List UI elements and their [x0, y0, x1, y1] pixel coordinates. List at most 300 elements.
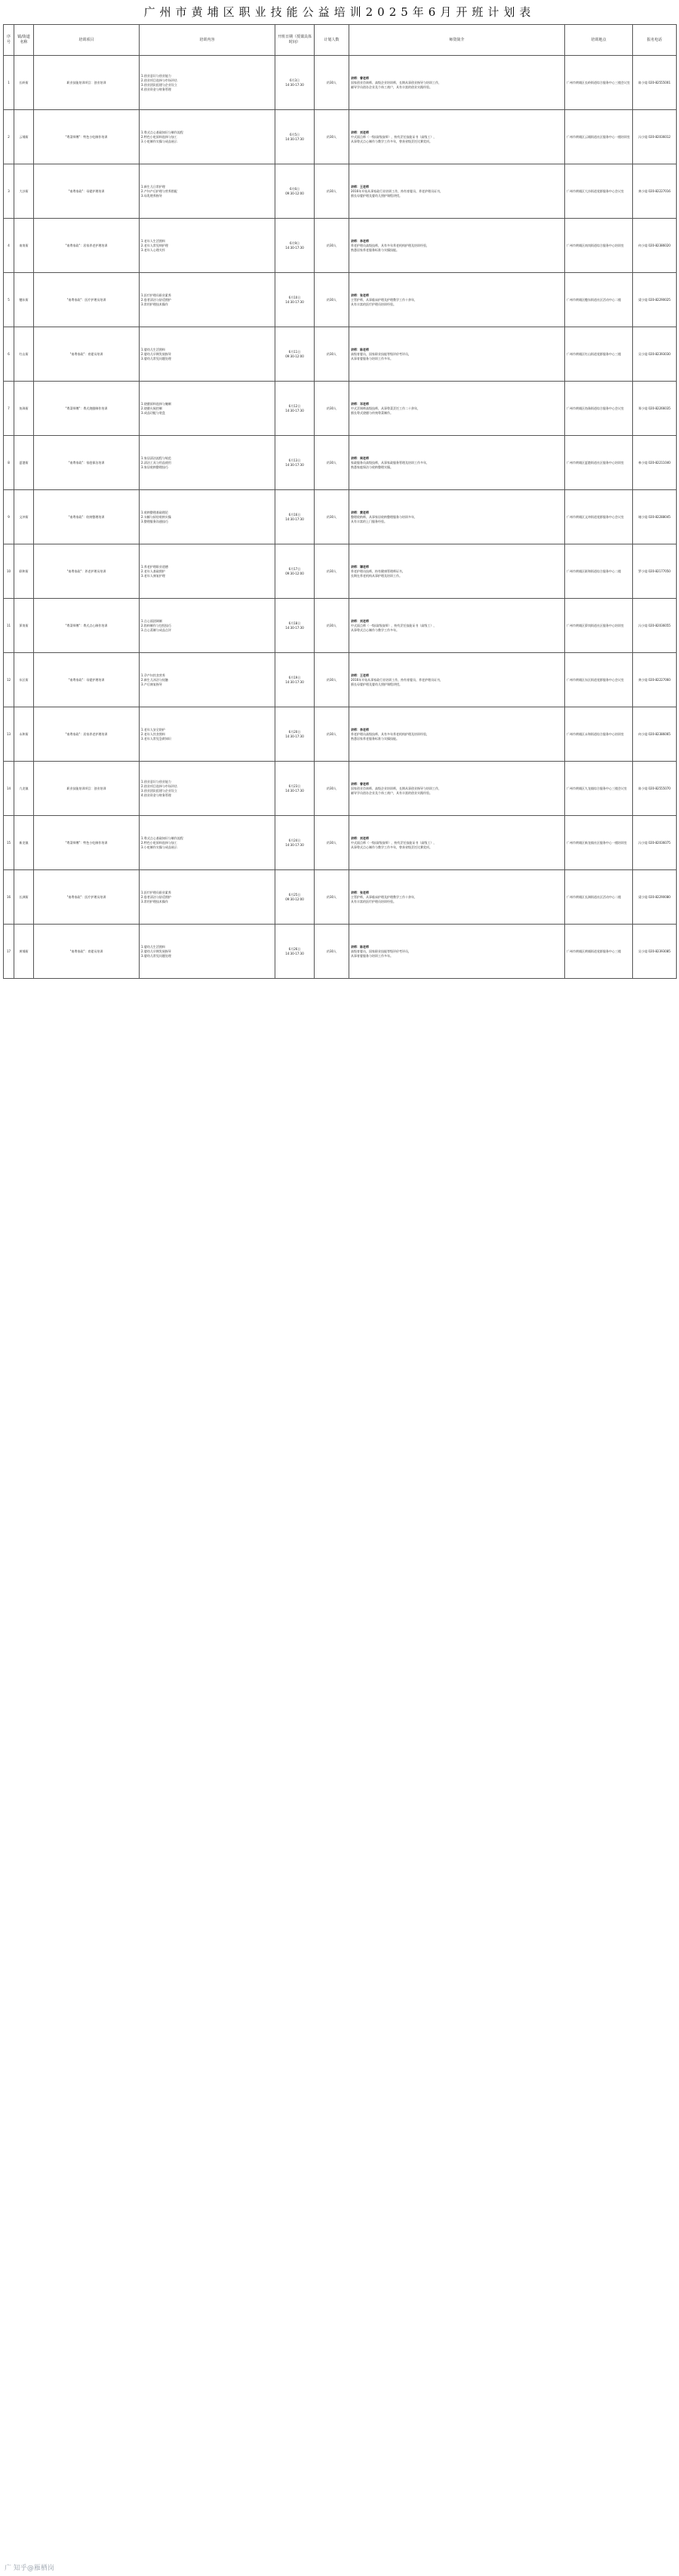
row-count: 约30人 — [315, 816, 349, 870]
content-line: 2.患者清洁与舒适照护 — [141, 297, 171, 302]
table-header-row — [4, 25, 677, 56]
row-org: 长岭街 — [14, 56, 34, 110]
content-line: 3.老年人康复护理 — [141, 573, 165, 578]
row-teacher — [349, 436, 565, 490]
row-project: "南粤家政"：居家养老护理培训 — [34, 219, 140, 273]
content-line: 3.成品切配与装盘 — [141, 410, 165, 415]
row-count: 约30人 — [315, 110, 349, 164]
content-line: 2.老年人常见病护理 — [141, 243, 168, 247]
content-line: 1.医疗护理员职业素养 — [141, 293, 171, 297]
row-phone: 罗小姐 020-82177050 — [633, 544, 677, 599]
row-content — [140, 490, 275, 544]
table-row — [4, 436, 677, 490]
row-phone: 郑小姐 020-82266035 — [633, 382, 677, 436]
row-location: 广州市黄埔区萝岗街道社区服务中心培训室 — [565, 599, 633, 653]
content-line: 2.老年人基础照护 — [141, 569, 165, 573]
content-line: 2.特色小吃原料选择与加工 — [141, 840, 177, 845]
header-teacher: 师资简介 — [349, 25, 565, 56]
teacher-line: 擅长母婴护理及婴幼儿照护课程讲授。 — [351, 193, 402, 198]
plan-table — [3, 24, 677, 979]
content-line: 2.清洁工具与用品使用 — [141, 460, 171, 465]
content-line: 4.创业资金与财务管理 — [141, 87, 171, 91]
teacher-line: 从事育婴服务与培训工作多年。 — [351, 356, 393, 360]
row-org: 云埔街 — [14, 110, 34, 164]
row-project: "南粤家政"：养老护理员培训 — [34, 544, 140, 599]
row-content — [140, 707, 275, 762]
teacher-line: 具有丰富的医疗护理员培训经验。 — [351, 302, 396, 306]
header-contact: 报名电话 — [633, 25, 677, 56]
row-content — [140, 327, 275, 382]
row-org: 九龙镇 — [14, 762, 34, 816]
header-org: 镇/街道名称 — [14, 25, 34, 56]
content-line: 1.老年人生活照料 — [141, 238, 165, 243]
time-line: 14:30-17:30 — [285, 734, 304, 738]
time-line: 6月24日 — [288, 838, 301, 842]
content-line: 1.养老护理职业道德 — [141, 564, 168, 569]
table-row — [4, 56, 677, 110]
content-line: 1.新生儿日常护理 — [141, 184, 165, 189]
row-location: 广州市黄埔区南岗街道综合服务中心培训室 — [565, 219, 633, 273]
row-time — [275, 273, 315, 327]
row-count: 约30人 — [315, 219, 349, 273]
table-row — [4, 544, 677, 599]
row-count: 约30人 — [315, 925, 349, 979]
time-line: 6月5日 — [289, 132, 300, 136]
time-line: 6月16日 — [288, 512, 301, 517]
row-project: "南粤家政"：医疗护理员培训 — [34, 870, 140, 925]
time-line: 14:30-17:30 — [285, 788, 304, 793]
watermark-text: 广 知乎@雁栖岗 — [2, 2562, 57, 2574]
row-org: 夏港街 — [14, 436, 34, 490]
row-count: 约30人 — [315, 544, 349, 599]
time-line: 14:30-17:30 — [285, 625, 304, 630]
header-index: 序号 — [4, 25, 14, 56]
row-project: "南粤家政"：家庭保洁培训 — [34, 436, 140, 490]
teacher-line: 讲师：陈老师 — [351, 347, 369, 351]
row-index: 8 — [4, 436, 14, 490]
time-line: 14:30-17:30 — [285, 82, 304, 87]
teacher-line: 从事粤式点心制作与教学工作多年，曾获省级烹饪比赛奖项。 — [351, 139, 432, 143]
time-line: 14:30-17:30 — [285, 299, 304, 304]
row-content — [140, 219, 275, 273]
teacher-line: 高级育婴员，国家职业技能等级评价考评员， — [351, 351, 411, 356]
content-line: 2.产妇产后护理与营养搭配 — [141, 189, 177, 193]
row-content — [140, 544, 275, 599]
row-org: 鱼珠街 — [14, 382, 34, 436]
content-line: 1.医疗护理员职业素养 — [141, 890, 171, 894]
content-line: 1.创业意识与创业能力 — [141, 73, 171, 78]
row-time — [275, 382, 315, 436]
content-line: 3.母乳喂养指导 — [141, 193, 162, 198]
row-content — [140, 925, 275, 979]
content-line: 3.婴幼儿常见问题处理 — [141, 953, 171, 958]
row-project: "南粤家政"：育婴员培训 — [34, 327, 140, 382]
row-location: 广州市黄埔区穗东街道社区活动中心二楼 — [565, 273, 633, 327]
row-location: 广州市黄埔区长洲街道社区活动中心二楼 — [565, 870, 633, 925]
header-location: 培训地点 — [565, 25, 633, 56]
row-teacher — [349, 816, 565, 870]
content-line: 3.常用护理技术操作 — [141, 899, 168, 903]
row-count: 约30人 — [315, 762, 349, 816]
time-line: 6月6日 — [289, 186, 300, 191]
teacher-line: 辅导学员创办企业及个体工商户，具有丰富的创业实践经验。 — [351, 84, 432, 89]
content-line: 1.孕产妇饮食营养 — [141, 673, 165, 677]
row-location: 广州市黄埔区夏港街道社区服务中心培训室 — [565, 436, 633, 490]
content-line: 1.家居清洁流程与规范 — [141, 455, 171, 460]
row-phone: 林小姐 020-82211040 — [633, 436, 677, 490]
row-content — [140, 56, 275, 110]
teacher-line: 讲师：谭老师 — [351, 564, 369, 569]
row-phone: 谢小姐 020-82288045 — [633, 490, 677, 544]
row-index: 16 — [4, 870, 14, 925]
teacher-line: 讲师：张老师 — [351, 890, 369, 894]
row-count: 约30人 — [315, 707, 349, 762]
row-org: 长洲街 — [14, 870, 34, 925]
time-line: 14:30-17:30 — [285, 517, 304, 521]
row-project: "南粤家政"：母婴护理培训 — [34, 164, 140, 219]
table-row — [4, 762, 677, 816]
row-phone: 黄小姐 020-82227016 — [633, 164, 677, 219]
content-line: 3.小吃制作实操与成品展示 — [141, 845, 177, 849]
content-line: 3.点心蒸制与成品点评 — [141, 627, 171, 632]
row-phone: 陈小姐 020-82555001 — [633, 56, 677, 110]
teacher-line: 国家创业咨询师、高级企业培训师，长期从事创业指导与培训工作， — [351, 786, 441, 790]
time-line: 6月20日 — [288, 729, 301, 734]
row-phone: 何小姐 020-82386065 — [633, 707, 677, 762]
teacher-line: 具有丰富的医疗护理员培训经验。 — [351, 899, 396, 903]
table-row — [4, 164, 677, 219]
row-time — [275, 925, 315, 979]
row-project: "粤菜师傅"：粤式点心制作培训 — [34, 599, 140, 653]
row-location: 广州市黄埔区文冲街道党群服务中心会议室 — [565, 490, 633, 544]
row-content — [140, 164, 275, 219]
content-line: 2.新生儿沐浴与抚触 — [141, 677, 168, 682]
row-teacher — [349, 490, 565, 544]
content-line: 3.家居收纳整理技巧 — [141, 465, 168, 469]
teacher-line: 从事粤式点心制作与教学工作多年。 — [351, 627, 399, 632]
row-index: 9 — [4, 490, 14, 544]
row-org: 穗东街 — [14, 273, 34, 327]
row-location: 广州市黄埔区九龙镇综合服务中心三楼会议室 — [565, 762, 633, 816]
content-line: 3.常用护理技术操作 — [141, 302, 168, 306]
content-line: 2.创业项目选择与市场评估 — [141, 78, 177, 82]
table-row — [4, 219, 677, 273]
row-project: "粤菜师傅"：粤式烧腊制作培训 — [34, 382, 140, 436]
time-line: 6月13日 — [288, 458, 301, 462]
table-row — [4, 925, 677, 979]
row-phone: 吴小姐 020-82393085 — [633, 925, 677, 979]
row-index: 5 — [4, 273, 14, 327]
row-teacher — [349, 762, 565, 816]
row-teacher — [349, 544, 565, 599]
time-line: 09:30-12:00 — [285, 354, 304, 358]
row-phone: 吴小姐 020-82393030 — [633, 327, 677, 382]
row-teacher — [349, 164, 565, 219]
row-count: 约30人 — [315, 870, 349, 925]
row-count: 约30人 — [315, 653, 349, 707]
table-row — [4, 653, 677, 707]
time-line: 6月9日 — [289, 241, 300, 245]
time-line: 6月25日 — [288, 892, 301, 897]
content-line: 2.创业项目选择与市场评估 — [141, 784, 177, 788]
row-project: 职业技能培训项目：创业培训 — [34, 762, 140, 816]
teacher-line: 长期在养老机构从事护理及培训工作。 — [351, 573, 402, 578]
time-line: 09:30-12:00 — [285, 571, 304, 575]
row-location: 广州市黄埔区鱼珠街道综合服务中心会议室 — [565, 382, 633, 436]
row-project: "南粤家政"：母婴护理培训 — [34, 653, 140, 707]
teacher-line: 从事粤式点心制作与教学工作多年，曾获省级烹饪比赛奖项。 — [351, 845, 432, 849]
time-line: 6月12日 — [288, 403, 301, 408]
row-time — [275, 707, 315, 762]
row-teacher — [349, 110, 565, 164]
row-location: 广州市黄埔区长岭街道综合服务中心三楼会议室 — [565, 56, 633, 110]
row-content — [140, 110, 275, 164]
row-index: 11 — [4, 599, 14, 653]
row-content — [140, 816, 275, 870]
table-row — [4, 110, 677, 164]
teacher-line: 熟悉家庭保洁与收纳整理实操。 — [351, 465, 393, 469]
teacher-line: 讲师：周老师 — [351, 455, 369, 460]
row-index: 2 — [4, 110, 14, 164]
row-phone: 梁小姐 020-82290025 — [633, 273, 677, 327]
header-content: 培训内容 — [140, 25, 275, 56]
row-count: 约30人 — [315, 436, 349, 490]
content-line: 1.烧腊原料选择与腌制 — [141, 401, 171, 406]
teacher-line: 辅导学员创办企业及个体工商户，具有丰富的创业实践经验。 — [351, 790, 432, 795]
teacher-line: 养老护理员高级技师，具有多年养老机构护理及培训经验， — [351, 243, 429, 247]
time-line: 14:30-17:30 — [285, 462, 304, 467]
row-location: 广州市黄埔区新龙镇社区服务中心一楼培训室 — [565, 816, 633, 870]
content-line: 4.创业资金与财务管理 — [141, 793, 171, 797]
teacher-line: 讲师：王老师 — [351, 184, 369, 189]
teacher-line: 主管护师，从事临床护理及护理教学工作十余年， — [351, 894, 417, 899]
time-line: 14:30-17:30 — [285, 842, 304, 847]
row-location: 广州市黄埔区永和街道综合服务中心培训室 — [565, 707, 633, 762]
time-line: 14:30-17:30 — [285, 679, 304, 684]
row-time — [275, 327, 315, 382]
content-line: 1.婴幼儿生活照料 — [141, 944, 165, 949]
teacher-line: 具有丰富的上门服务经验。 — [351, 519, 387, 523]
time-line: 6月19日 — [288, 675, 301, 679]
time-line: 6月10日 — [288, 295, 301, 299]
row-phone: 黄小姐 020-82227060 — [633, 653, 677, 707]
content-line: 2.婴幼儿早期发展指导 — [141, 351, 171, 356]
row-time — [275, 653, 315, 707]
row-content — [140, 382, 275, 436]
table-row — [4, 273, 677, 327]
time-line: 6月18日 — [288, 621, 301, 625]
teacher-line: 讲师：李老师 — [351, 238, 369, 243]
teacher-line: 2016年开始从事家政行业培训工作，持有育婴员、养老护理员证书， — [351, 677, 444, 682]
row-index: 14 — [4, 762, 14, 816]
row-teacher — [349, 707, 565, 762]
row-content — [140, 870, 275, 925]
row-time — [275, 219, 315, 273]
row-index: 15 — [4, 816, 14, 870]
time-line: 14:30-17:30 — [285, 408, 304, 412]
row-project: "南粤家政"：医疗护理员培训 — [34, 273, 140, 327]
teacher-line: 熟悉居家养老服务标准与实操技能。 — [351, 247, 399, 252]
time-line: 14:30-17:30 — [285, 245, 304, 250]
row-org: 南岗街 — [14, 219, 34, 273]
row-index: 1 — [4, 56, 14, 110]
row-teacher — [349, 870, 565, 925]
row-time — [275, 436, 315, 490]
teacher-line: 讲师：陈老师 — [351, 944, 369, 949]
row-count: 约30人 — [315, 490, 349, 544]
row-project: "南粤家政"：居家养老护理培训 — [34, 707, 140, 762]
time-line: 09:30-12:00 — [285, 191, 304, 195]
row-index: 17 — [4, 925, 14, 979]
row-count: 约30人 — [315, 327, 349, 382]
teacher-line: 整理收纳师，从事家居收纳整理服务与培训多年， — [351, 514, 417, 519]
row-phone: 梁小姐 020-82290080 — [633, 870, 677, 925]
teacher-line: 高级育婴员，国家职业技能等级评价考评员， — [351, 949, 411, 953]
row-teacher — [349, 653, 565, 707]
row-content — [140, 436, 275, 490]
table-row — [4, 382, 677, 436]
teacher-line: 主管护师，从事临床护理及护理教学工作十余年， — [351, 297, 417, 302]
table-row — [4, 707, 677, 762]
header-count: 计划人数 — [315, 25, 349, 56]
teacher-line: 养老护理员高级技师，具有多年养老机构护理及培训经验， — [351, 731, 429, 736]
time-line: 6月17日 — [288, 566, 301, 571]
row-time — [275, 870, 315, 925]
row-index: 4 — [4, 219, 14, 273]
row-index: 6 — [4, 327, 14, 382]
content-line: 3.创业团队组建与企业设立 — [141, 82, 177, 87]
row-project: "粤菜师傅"：特色小吃制作培训 — [34, 816, 140, 870]
content-line: 3.产后康复指导 — [141, 682, 162, 686]
content-line: 1.婴幼儿生活照料 — [141, 347, 165, 351]
content-line: 1.创业意识与创业能力 — [141, 779, 171, 784]
teacher-line: 擅长粤式烧腊与传统粤菜制作。 — [351, 410, 393, 415]
content-line: 3.老年人常见急救知识 — [141, 736, 171, 741]
teacher-line: 讲师：邓老师 — [351, 401, 369, 406]
row-location: 广州市黄埔区东区街道党群服务中心会议室 — [565, 653, 633, 707]
row-index: 13 — [4, 707, 14, 762]
row-content — [140, 273, 275, 327]
teacher-line: 讲师：黄老师 — [351, 510, 369, 514]
teacher-line: 讲师：刘老师 — [351, 130, 369, 134]
teacher-line: 2016年开始从事家政行业培训工作，持有育婴员、养老护理员证书， — [351, 189, 444, 193]
row-index: 12 — [4, 653, 14, 707]
row-count: 约30人 — [315, 599, 349, 653]
row-org: 永和街 — [14, 707, 34, 762]
row-org: 联和街 — [14, 544, 34, 599]
teacher-line: 讲师：李老师 — [351, 727, 369, 731]
header-time: 开班日期（授课具体时间） — [275, 25, 315, 56]
row-time — [275, 599, 315, 653]
content-line: 3.创业团队组建与企业设立 — [141, 788, 177, 793]
time-line: 6月26日 — [288, 946, 301, 951]
content-line: 1.收纳整理基础理论 — [141, 510, 168, 514]
row-teacher — [349, 219, 565, 273]
page-title: 广州市黄埔区职业技能公益培训2025年6月开班计划表 — [143, 5, 536, 19]
row-phone: 冯小姐 020-82036012 — [633, 110, 677, 164]
row-index: 10 — [4, 544, 14, 599]
time-line: 6月23日 — [288, 784, 301, 788]
row-phone: 陈小姐 020-82555070 — [633, 762, 677, 816]
row-teacher — [349, 273, 565, 327]
row-content — [140, 653, 275, 707]
row-location: 广州市黄埔区黄埔街道党群服务中心三楼 — [565, 925, 633, 979]
row-location: 广州市黄埔区云埔街道社区服务中心一楼培训室 — [565, 110, 633, 164]
teacher-line: 中式面点师（一级/高级技师），持有烹饪技能证书（高级工）， — [351, 134, 437, 139]
teacher-line: 讲师：刘老师 — [351, 618, 369, 623]
row-time — [275, 544, 315, 599]
row-teacher — [349, 382, 565, 436]
row-org: 大沙街 — [14, 164, 34, 219]
table-row — [4, 870, 677, 925]
row-phone: 何小姐 020-82386020 — [633, 219, 677, 273]
content-line: 2.衣橱与厨房收纳实操 — [141, 514, 171, 519]
teacher-line: 国家创业咨询师、高级企业培训师，长期从事创业指导与培训工作， — [351, 80, 441, 84]
content-line: 2.老年人饮食照料 — [141, 731, 165, 736]
row-org: 东区街 — [14, 653, 34, 707]
row-time — [275, 110, 315, 164]
content-line: 1.粤式点心基础知识与制作流程 — [141, 836, 183, 840]
row-time — [275, 56, 315, 110]
teacher-line: 中式面点师（一级/高级技师），持有烹饪技能证书（高级工）， — [351, 840, 437, 845]
content-line: 1.点心面团调制 — [141, 618, 162, 623]
row-content — [140, 599, 275, 653]
row-org: 新龙镇 — [14, 816, 34, 870]
row-teacher — [349, 56, 565, 110]
table-row — [4, 816, 677, 870]
content-line: 1.粤式点心基础知识与制作流程 — [141, 130, 183, 134]
content-line: 3.整理服务沟通技巧 — [141, 519, 168, 523]
content-line: 2.烧腊火候控制 — [141, 406, 162, 410]
row-count: 约30人 — [315, 273, 349, 327]
row-teacher — [349, 599, 565, 653]
time-line: 09:30-12:00 — [285, 897, 304, 901]
time-line: 6月3日 — [289, 78, 300, 82]
content-line: 2.馅料制作与包捏技巧 — [141, 623, 171, 627]
row-content — [140, 762, 275, 816]
row-index: 3 — [4, 164, 14, 219]
content-line: 3.小吃制作实操与成品展示 — [141, 139, 177, 143]
teacher-line: 擅长母婴护理及婴幼儿照护课程讲授。 — [351, 682, 402, 686]
time-line: 6月11日 — [288, 349, 301, 354]
content-line: 2.患者清洁与舒适照护 — [141, 894, 171, 899]
content-line: 2.特色小吃原料选择与加工 — [141, 134, 177, 139]
teacher-line: 中式面点师（一级/高级技师），持有烹饪技能证书（高级工）， — [351, 623, 437, 627]
row-time — [275, 762, 315, 816]
row-org: 文冲街 — [14, 490, 34, 544]
teacher-line: 家政服务员高级技师，从事家政服务管理及培训工作多年， — [351, 460, 429, 465]
row-project: "粤菜师傅"：特色小吃制作培训 — [34, 110, 140, 164]
row-teacher — [349, 925, 565, 979]
content-line: 3.婴幼儿常见问题处理 — [141, 356, 171, 360]
row-count: 约30人 — [315, 56, 349, 110]
time-line: 14:30-17:30 — [285, 951, 304, 955]
row-time — [275, 490, 315, 544]
teacher-line: 讲师：刘老师 — [351, 836, 369, 840]
row-count: 约30人 — [315, 382, 349, 436]
row-org: 红山街 — [14, 327, 34, 382]
row-time — [275, 816, 315, 870]
row-org: 萝岗街 — [14, 599, 34, 653]
row-location: 广州市黄埔区红山街道党群服务中心三楼 — [565, 327, 633, 382]
row-phone: 冯小姐 020-82036055 — [633, 599, 677, 653]
content-line: 3.老年人心理关怀 — [141, 247, 165, 252]
table-row — [4, 327, 677, 382]
teacher-line: 讲师：张老师 — [351, 293, 369, 297]
row-location: 广州市黄埔区大沙街道党群服务中心会议室 — [565, 164, 633, 219]
teacher-line: 讲师：曾老师 — [351, 781, 369, 786]
row-index: 7 — [4, 382, 14, 436]
